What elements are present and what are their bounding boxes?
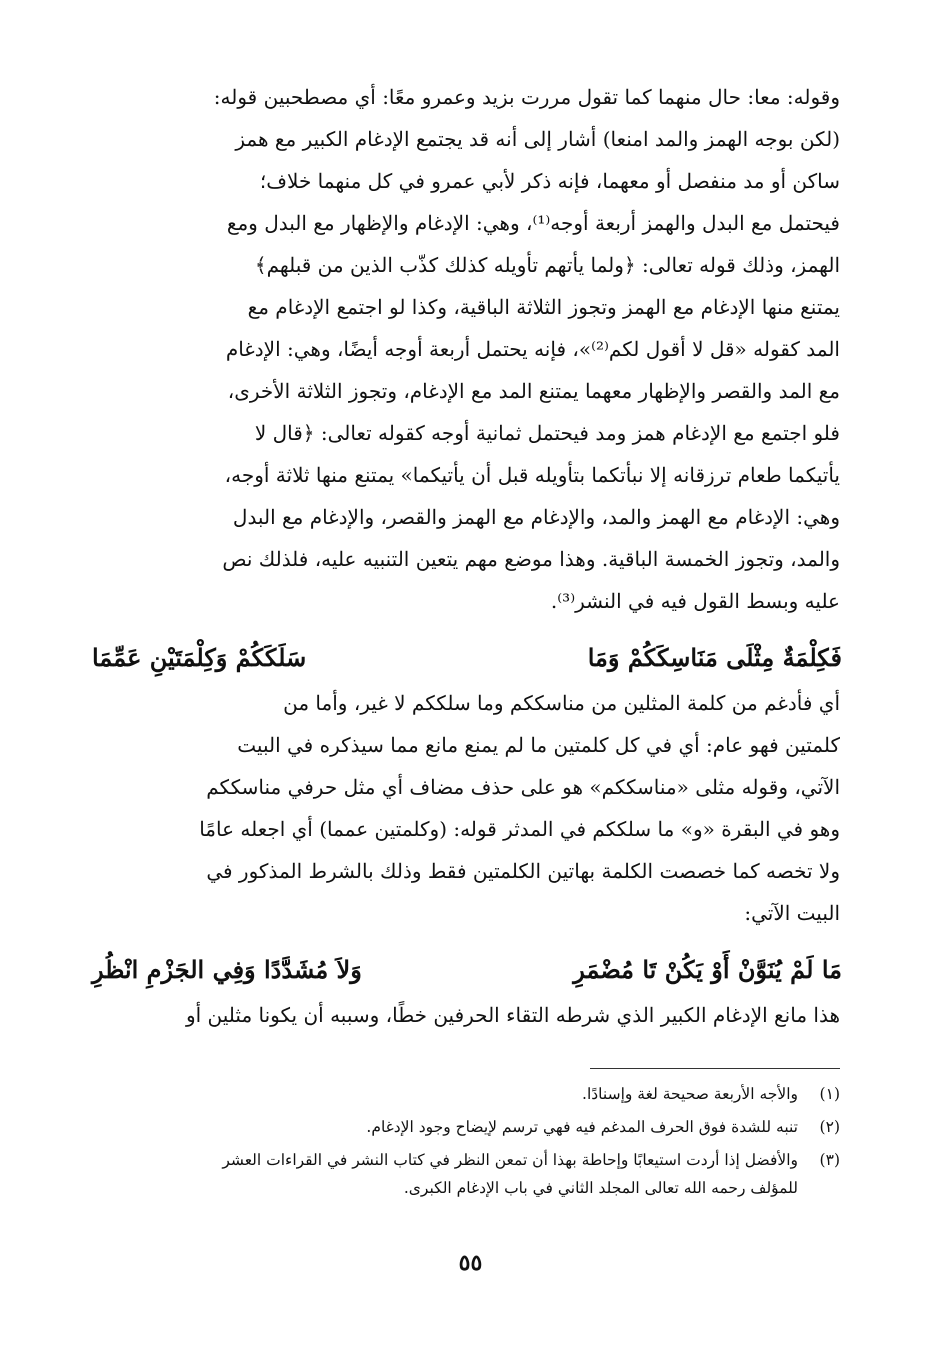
footnote-text: للمؤلف رحمه الله تعالى المجلد الثاني في باب الإدغام الكبرى.	[403, 1179, 798, 1197]
paragraph-commentary-1	[92, 76, 840, 622]
text-line: أي فأدغم من كلمة المثلين من مناسككم وما سلككم لا غير، وأما من	[283, 691, 840, 715]
footnote-separator	[590, 1068, 840, 1069]
text-line: فلو اجتمع مع الإدغام همز ومد فيحتمل ثمانية أوجه كقوله تعالى: ﴿قال لا	[254, 421, 840, 445]
footnote-number: (٢)	[819, 1118, 840, 1136]
text-line: ساكن أو مد منفصل أو معهما، فإنه ذكر لأبي عمرو في كل منهما خلاف؛	[259, 169, 840, 193]
text-line: وقوله: معا: حال منهما كما تقول مررت بزيد وعمرو معًا: أي مصطحبين قوله:	[213, 85, 840, 109]
poem-verse-2	[92, 948, 842, 992]
paragraph-commentary-3	[92, 994, 840, 1036]
footnote-number: (٣)	[819, 1151, 840, 1169]
text-line: فيحتمل مع البدل والهمز أربعة أوجه⁽¹⁾، وهي: الإدغام والإظهار مع البدل ومع	[226, 211, 840, 235]
text-line: وهو في البقرة «و» ما سلككم في المدثر قوله: (وكلمتين عمما) أي اجعله عامًا	[199, 817, 840, 841]
poem-verse-1	[92, 636, 842, 680]
text-line: يمتنع منها الإدغام مع الهمز وتجوز الثلاثة الباقية، وكذا لو اجتمع الإدغام مع	[247, 295, 840, 319]
footnote	[92, 1113, 840, 1141]
footnote	[92, 1080, 840, 1108]
text-line: (لكن بوجه الهمز والمد امنعا) أشار إلى أنه قد يجتمع الإدغام الكبير مع همز	[235, 127, 840, 151]
text-line: ولا تخصه كما خصصت الكلمة بهاتين الكلمتين فقط وذلك بالشرط المذكور في	[206, 859, 840, 883]
text-line: عليه وبسط القول فيه في النشر⁽³⁾.	[550, 589, 840, 613]
verse-second-hemistich: سَلَكَكُمْ وَكِلْمَتَيْنِ عَمِّمَا	[92, 643, 307, 672]
text-line: مع المد والقصر والإظهار معهما يمتنع المد مع الإدغام، وتجوز الثلاثة الأخرى،	[227, 379, 840, 403]
footnote-text: والأفضل إذا أردت استيعابًا وإحاطة بهذا أن تمعن النظر في كتاب النشر في القراءات العشر	[222, 1151, 798, 1169]
text-line: هذا مانع الإدغام الكبير الذي شرطه التقاء الحرفين خطًا، وسببه أن يكونا مثلين أو	[185, 1003, 840, 1027]
verse-first-hemistich: مَا لَمْ يُنَوَّنْ أَوْ يَكُنْ تَا مُضْمَرِ	[573, 955, 842, 984]
paragraph-commentary-2	[92, 682, 840, 934]
verse-second-hemistich: وَلاَ مُشَدَّدًا وَفِي الجَزْمِ انْظُرِ	[92, 955, 362, 984]
page-number: ٥٥	[458, 1250, 483, 1276]
text-line: الهمز، وذلك قوله تعالى: ﴿ولما يأتهم تأويله كذلك كذّب الذين من قبلهم﴾	[254, 253, 840, 277]
footnote-text: والأجه الأربعة صحيحة لغة وإسنادًا.	[582, 1085, 798, 1103]
footnotes	[92, 1080, 840, 1207]
footnote-text: تنبه للشدة فوق الحرف المدغم فيه فهي ترسم لإيضاح وجود الإدغام.	[366, 1118, 798, 1136]
text-line: يأتيكما طعام ترزقانه إلا نبأتكما بتأويله قبل أن يأتيكما» يمتنع منها ثلاثة أوجه،	[224, 463, 840, 487]
text-line: والمد، وتجوز الخمسة الباقية. وهذا موضع مهم يتعين التنبيه عليه، فلذلك نص	[222, 547, 840, 571]
text-line: الآتي، وقوله مثلى «مناسككم» هو على حذف مضاف أي مثل حرفي مناسككم	[206, 775, 840, 799]
footnote-number: (١)	[819, 1085, 840, 1103]
text-line: المد كقوله «قل لا أقول لكم⁽²⁾»، فإنه يحتمل أربعة أوجه أيضًا، وهي: الإدغام	[225, 337, 840, 361]
text-line: كلمتين فهو عام: أي في كل كلمتين ما لم يمنع مانع مما سيذكره في البيت	[237, 733, 840, 757]
verse-first-hemistich: فَكِلْمَةٌ مِثْلَى مَنَاسِكَكُمْ وَمَا	[587, 643, 842, 672]
text-line: وهي: الإدغام مع الهمز والمد، والإدغام مع الهمز والقصر، والإدغام مع البدل	[232, 505, 840, 529]
footnote	[92, 1146, 840, 1202]
text-line: البيت الآتي:	[744, 901, 840, 925]
